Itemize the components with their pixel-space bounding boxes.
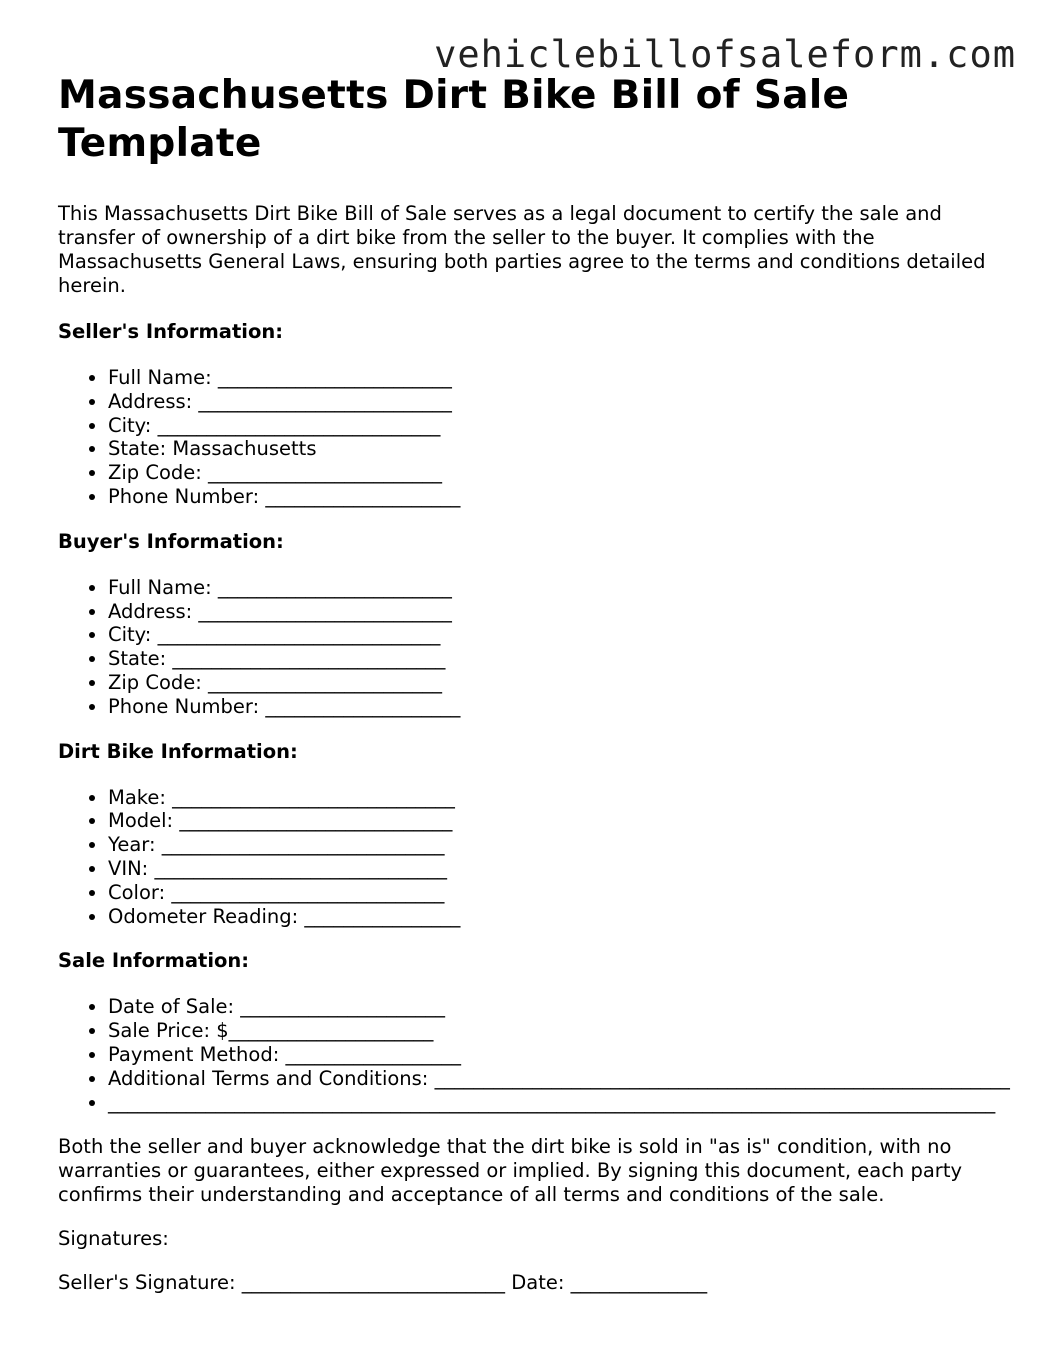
bike-year: • Year: _____________________________ [108, 833, 1018, 857]
seller-signature-line: Seller's Signature: ___________________________ Date: ______________ [58, 1271, 708, 1295]
seller-info-heading: Seller's Information: [58, 320, 284, 343]
buyer-phone-number: • Phone Number: ____________________ [108, 695, 1018, 719]
seller-state: • State: Massachusetts [108, 437, 1018, 461]
bike-vin: • VIN: ______________________________ [108, 857, 1018, 881]
buyer-info-heading: Buyer's Information: [58, 529, 284, 553]
bike-color: • Color: ____________________________ [108, 881, 1018, 905]
bike-info-heading: Dirt Bike Information: [58, 739, 298, 763]
buyer-full-name: • Full Name: ________________________ [108, 576, 1018, 600]
seller-phone-number: • Phone Number: ____________________ [108, 485, 1018, 509]
bike-info-list [58, 786, 1018, 929]
signatures-label: Signatures: [58, 1227, 169, 1251]
site-watermark: vehiclebillofsaleform.com [434, 33, 1016, 76]
bike-odometer: • Odometer Reading: ________________ [108, 905, 1018, 929]
seller-info-list [58, 366, 1018, 509]
sale-payment-method: • Payment Method: __________________ [108, 1043, 1018, 1067]
buyer-address: • Address: __________________________ [108, 600, 1018, 624]
buyer-info-list [58, 576, 1018, 719]
closing-paragraph: Both the seller and buyer acknowledge that the dirt bike is sold in "as is" condition, with no warranties or guarantees, either expressed or implied. By signing this document, each party confirms their understanding and acceptance of all terms and conditions of the sale. [58, 1135, 962, 1207]
sale-info-list [58, 995, 1018, 1114]
seller-city: • City: _____________________________ [108, 414, 1018, 438]
buyer-zip-code: • Zip Code: ________________________ [108, 671, 1018, 695]
seller-full-name: • Full Name: ________________________ [108, 366, 1018, 390]
seller-address: • Address: __________________________ [108, 390, 1018, 414]
document-page [58, 72, 1018, 1295]
sale-price: • Sale Price: $_____________________ [108, 1019, 1018, 1043]
buyer-state: • State: ____________________________ [108, 647, 1018, 671]
sale-additional-terms: • Additional Terms and Conditions: ___________________________________________________________ [108, 1067, 1018, 1091]
intro-paragraph: This Massachusetts Dirt Bike Bill of Sale serves as a legal document to certify the sale and transfer of ownership of a dirt bike from the seller to the buyer. It complies with the Massachusetts General Laws, ensuring both parties agree to the terms and conditions detailed herein. [58, 202, 986, 297]
sale-info-heading: Sale Information: [58, 949, 250, 973]
sale-date: • Date of Sale: _____________________ [108, 995, 1018, 1019]
bike-model: • Model: ____________________________ [108, 809, 1018, 833]
page-title: Massachusetts Dirt Bike Bill of Sale Template [58, 73, 850, 166]
seller-zip-code: • Zip Code: ________________________ [108, 461, 1018, 485]
buyer-city: • City: _____________________________ [108, 623, 1018, 647]
bike-make: • Make: _____________________________ [108, 786, 1018, 810]
sale-extra-line: • ___________________________________________________________________________________________ [108, 1091, 1018, 1115]
